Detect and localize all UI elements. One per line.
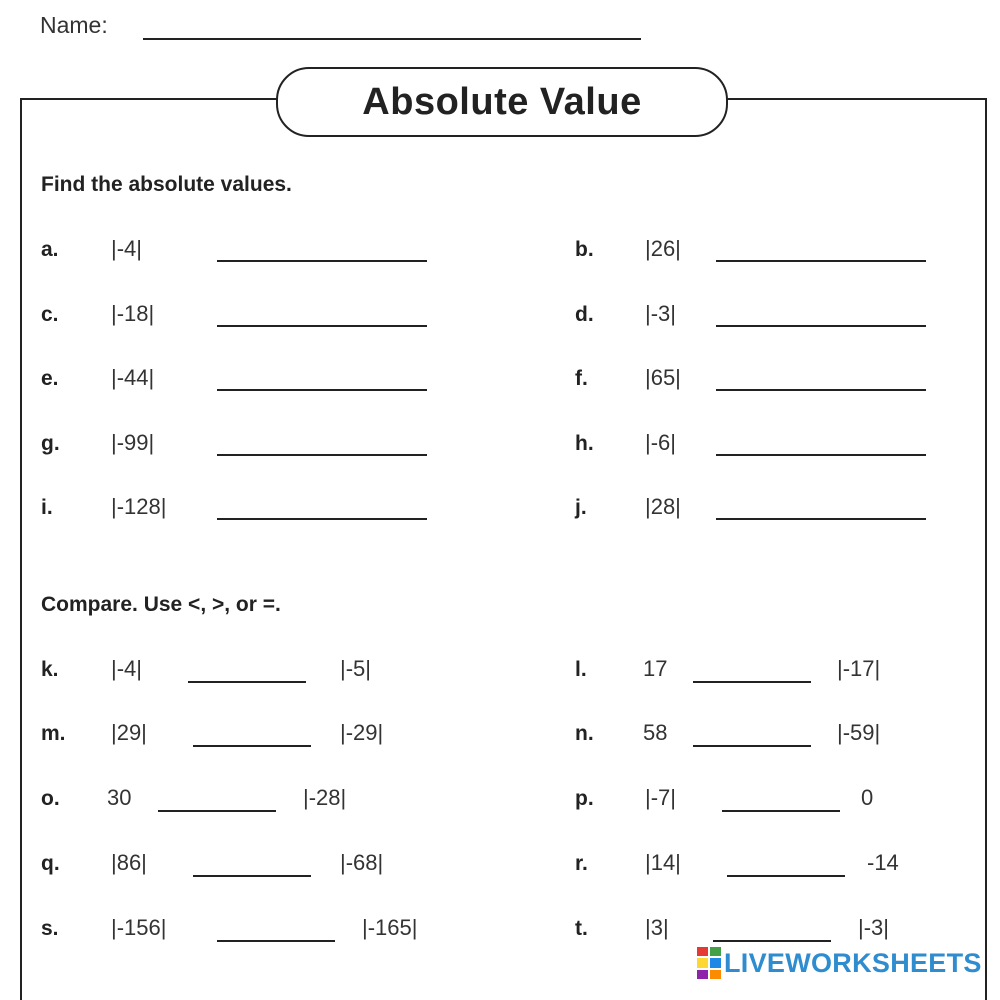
compare-line-o[interactable] <box>158 810 276 812</box>
item-letter: n. <box>575 722 594 745</box>
answer-line-h[interactable] <box>716 454 926 456</box>
item-letter: s. <box>41 917 59 940</box>
compare-right: |-59| <box>837 720 881 745</box>
compare-line-r[interactable] <box>727 875 845 877</box>
item-letter: a. <box>41 238 59 261</box>
answer-line-b[interactable] <box>716 260 926 262</box>
page-title: Absolute Value <box>362 80 642 123</box>
item-letter: e. <box>41 367 59 390</box>
compare-left: |14| <box>645 850 681 875</box>
item-expression: |-44| <box>111 365 155 390</box>
item-expression: |-128| <box>111 494 167 519</box>
compare-right: |-3| <box>858 915 889 940</box>
name-label: Name: <box>40 12 108 38</box>
compare-line-s[interactable] <box>217 940 335 942</box>
item-expression: |65| <box>645 365 681 390</box>
section-heading-find: Find the absolute values. <box>41 173 292 196</box>
compare-line-n[interactable] <box>693 745 811 747</box>
item-letter: t. <box>575 917 588 940</box>
item-expression: |28| <box>645 494 681 519</box>
answer-line-f[interactable] <box>716 389 926 391</box>
compare-right: |-5| <box>340 656 371 681</box>
item-letter: d. <box>575 303 594 326</box>
logo-block <box>697 947 708 956</box>
item-expression: |26| <box>645 236 681 261</box>
item-expression: |-99| <box>111 430 155 455</box>
item-expression: |-18| <box>111 301 155 326</box>
item-expression: |-3| <box>645 301 676 326</box>
answer-line-j[interactable] <box>716 518 926 520</box>
item-letter: k. <box>41 658 59 681</box>
item-letter: p. <box>575 787 594 810</box>
item-letter: q. <box>41 852 60 875</box>
title-banner <box>276 67 728 137</box>
compare-left: |3| <box>645 915 669 940</box>
answer-line-c[interactable] <box>217 325 427 327</box>
liveworksheets-logo-icon <box>697 947 721 979</box>
answer-line-i[interactable] <box>217 518 427 520</box>
item-letter: g. <box>41 432 60 455</box>
compare-left: 30 <box>107 785 132 810</box>
item-letter: h. <box>575 432 594 455</box>
compare-right: |-17| <box>837 656 881 681</box>
item-letter: f. <box>575 367 588 390</box>
compare-right: |-28| <box>303 785 347 810</box>
compare-right: 0 <box>861 785 874 810</box>
compare-line-t[interactable] <box>713 940 831 942</box>
compare-right: |-68| <box>340 850 384 875</box>
logo-text: LIVEWORKSHEETS <box>724 947 982 978</box>
logo-block <box>710 958 721 967</box>
compare-right: |-165| <box>362 915 418 940</box>
compare-left: |29| <box>111 720 147 745</box>
item-expression: |-6| <box>645 430 676 455</box>
compare-line-m[interactable] <box>193 745 311 747</box>
logo-block <box>710 970 721 979</box>
logo-block <box>710 947 721 956</box>
compare-line-k[interactable] <box>188 681 306 683</box>
liveworksheets-logo[interactable] <box>697 947 982 979</box>
compare-left: 58 <box>643 720 668 745</box>
answer-line-a[interactable] <box>217 260 427 262</box>
name-answer-line[interactable] <box>143 38 641 40</box>
answer-line-g[interactable] <box>217 454 427 456</box>
item-letter: l. <box>575 658 587 681</box>
item-letter: i. <box>41 496 53 519</box>
answer-line-e[interactable] <box>217 389 427 391</box>
compare-left: 17 <box>643 656 668 681</box>
item-letter: b. <box>575 238 594 261</box>
item-letter: c. <box>41 303 59 326</box>
section-heading-compare: Compare. Use <, >, or =. <box>41 593 281 616</box>
compare-left: |86| <box>111 850 147 875</box>
item-letter: j. <box>575 496 587 519</box>
compare-left: |-7| <box>645 785 676 810</box>
compare-line-p[interactable] <box>722 810 840 812</box>
compare-left: |-156| <box>111 915 167 940</box>
item-letter: r. <box>575 852 588 875</box>
item-letter: m. <box>41 722 66 745</box>
logo-block <box>697 970 708 979</box>
item-expression: |-4| <box>111 236 142 261</box>
logo-block <box>697 958 708 967</box>
compare-line-q[interactable] <box>193 875 311 877</box>
compare-right: |-29| <box>340 720 384 745</box>
compare-line-l[interactable] <box>693 681 811 683</box>
answer-line-d[interactable] <box>716 325 926 327</box>
item-letter: o. <box>41 787 60 810</box>
compare-right: -14 <box>867 850 899 875</box>
compare-left: |-4| <box>111 656 142 681</box>
worksheet-frame <box>20 98 987 1000</box>
